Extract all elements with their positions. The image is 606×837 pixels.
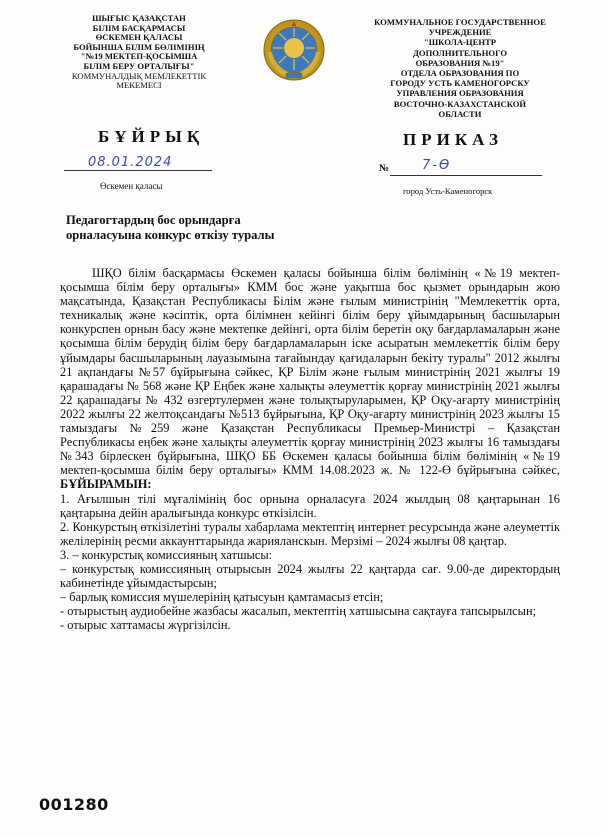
order-label-kazakh: БҰЙРЫҚ — [98, 127, 205, 146]
title-line: орналасуына конкурс өткізу туралы — [66, 228, 275, 242]
order-item: – барлық комиссия мүшелерінің қатысуын қамтамасыз етсін; — [60, 590, 384, 605]
intro-paragraph — [60, 266, 560, 492]
header-left-line: БІЛІМ БАСҚАРМАСЫ — [92, 22, 186, 33]
header-left-kazakh — [38, 14, 240, 91]
header-left-line: "№19 МЕКТЕП-ҚОСЫМША — [80, 51, 198, 62]
header-right-line: ВОСТОЧНО-КАЗАХСТАНСКОЙ — [393, 98, 527, 109]
order-item: 1. Ағылшын тілі мұғалімінің бос орнына орналасуға 2024 жылдың 08 қаңтарынан 16 қаңтарына дейін аралығында конкурс өткізілсін. — [60, 491, 560, 520]
order-item: 2. Конкурстың өткізілетіні туралы хабарлама мектептің интернет ресурсында және әлеуметтік желілерінің ресми аккаунттарында жарияланскын. Мерзімі – 2024 жылғы 08 қаңтар. — [60, 519, 560, 548]
title-line: Педагогтардың бос орындарға — [66, 213, 241, 227]
header-right-line: УПРАВЛЕНИЯ ОБРАЗОВАНИЯ — [396, 88, 524, 99]
header-left-line: КОММУНАЛДЫҚ МЕМЛЕКЕТТІК — [71, 70, 207, 81]
header-right-russian — [370, 17, 550, 119]
header-right-line: УЧРЕЖДЕНИЕ — [428, 27, 492, 38]
order-label-russian: ПРИКАЗ — [403, 130, 503, 149]
header-right-line: ОТДЕЛА ОБРАЗОВАНИЯ ПО — [400, 68, 520, 79]
header-right-line: ОБЛАСТИ — [438, 108, 482, 119]
header-left-line: МЕКЕМЕСІ — [116, 80, 162, 91]
header-left-line: ӨСКЕМЕН ҚАЛАСЫ — [95, 32, 183, 43]
order-number-sign: № — [379, 163, 390, 174]
header-right-line: ДОПОЛНИТЕЛЬНОГО — [412, 47, 508, 58]
header-right-line: ГОРОДУ УСТЬ КАМЕНОГОРСКУ — [390, 78, 530, 89]
registration-number: 001280 — [39, 795, 109, 814]
order-item: – конкурстық комиссияның отырысын 2024 жылғы 22 қаңтарда сағ. 9.00-де директордың кабинетінде ұйымдастырсын; — [60, 561, 560, 591]
state-emblem-icon — [262, 18, 326, 82]
order-number-handwritten: 7-Ө — [422, 158, 452, 173]
header-left-line: ШЫҒЫС ҚАЗАҚСТАН — [92, 13, 186, 23]
date-underline — [64, 170, 212, 171]
order-item: 3. – конкурстық комиссияның хатшысы: — [60, 547, 273, 562]
header-right-line: КОММУНАЛЬНОЕ ГОСУДАРСТВЕННОЕ — [374, 17, 546, 27]
intro-text: ШҚО білім басқармасы Өскемен қаласы бойынша білім бөлімінің «№19 мектеп-қосымша білім беру орталығы» КММ бос және уақытша бос қызмет орындарын жою мақсатында, Қазақстан Республикасы Білім және ғылым министрінің "Мемлекеттік орта, техникалық және кәсіптік, орта білімнен кейінгі білім беру ұйымдарының басшыларын конкурспен орнын басу және мектепке дейінгі, орта білім беретін оқу бағдарламаларын және қосымша білім берудің білім беру бағдарламаларын іске асыратын мемлекеттік білім беру ұйымдары басшыларының лауазымына тағайындау қағидаларын бекіту туралы" 2012 жылғы 21 ақпандағы №57 бұйрығына сәйкес, ҚР Білім және ғылым министрінің 2021 жылғы 19 қарашадағы № 568 және ҚР Еңбек және халықты әлеуметтік қорғау министрінің 2021 жылғы 22 қарашадағы № 432 өзгертулермен және толықтыруларымен, ҚР Оқу-ағарту министрінің 2022 жылғы 22 желтоқсандағы №513 бұйрығына, ҚР Оқу-ағарту министрінің 2023 жылғы 15 тамыздағы №259 және Қазақстан Республикасы Премьер-Министрі – Қазақстан Республикасы еңбек және халықты әлеуметтік қорғау министрінің 2023 жылғы 16 тамыздағы №343 бірлескен бұйрығына, ШҚО ББ Өскемен қаласы бойынша білім бөлімінің «№19 мектеп-қосымша білім беру орталығы» КММ 14.08.2023 ж. № 122-Ө бұйрығына сәйкес, — [60, 266, 560, 478]
city-kazakh: Өскемен қаласы — [100, 181, 163, 191]
document-body — [60, 266, 560, 632]
header-right-line: "ШКОЛА-ЦЕНТР — [423, 37, 497, 48]
number-underline — [390, 175, 542, 176]
order-word: БҰЙЫРАМЫН: — [60, 477, 152, 492]
order-item: - отырыстың аудиобейне жазбасы жасалып, мектептің хатшысына сақтауға тапсырылсын; — [60, 604, 537, 619]
header-right-line: ОБРАЗОВАНИЯ №19" — [415, 57, 505, 68]
header-left-line: БІЛІМ БЕРУ ОРТАЛЫҒЫ" — [83, 60, 195, 71]
header-left-line: БОЙЫНША БІЛІМ БӨЛІМІНІҢ — [73, 41, 205, 52]
order-item: - отырыс хаттамасы жүргізілсін. — [60, 618, 231, 633]
order-date-handwritten: 08.01.2024 — [88, 155, 173, 170]
document-title — [66, 213, 274, 243]
city-russian: город Усть-Каменогорск — [403, 186, 493, 196]
